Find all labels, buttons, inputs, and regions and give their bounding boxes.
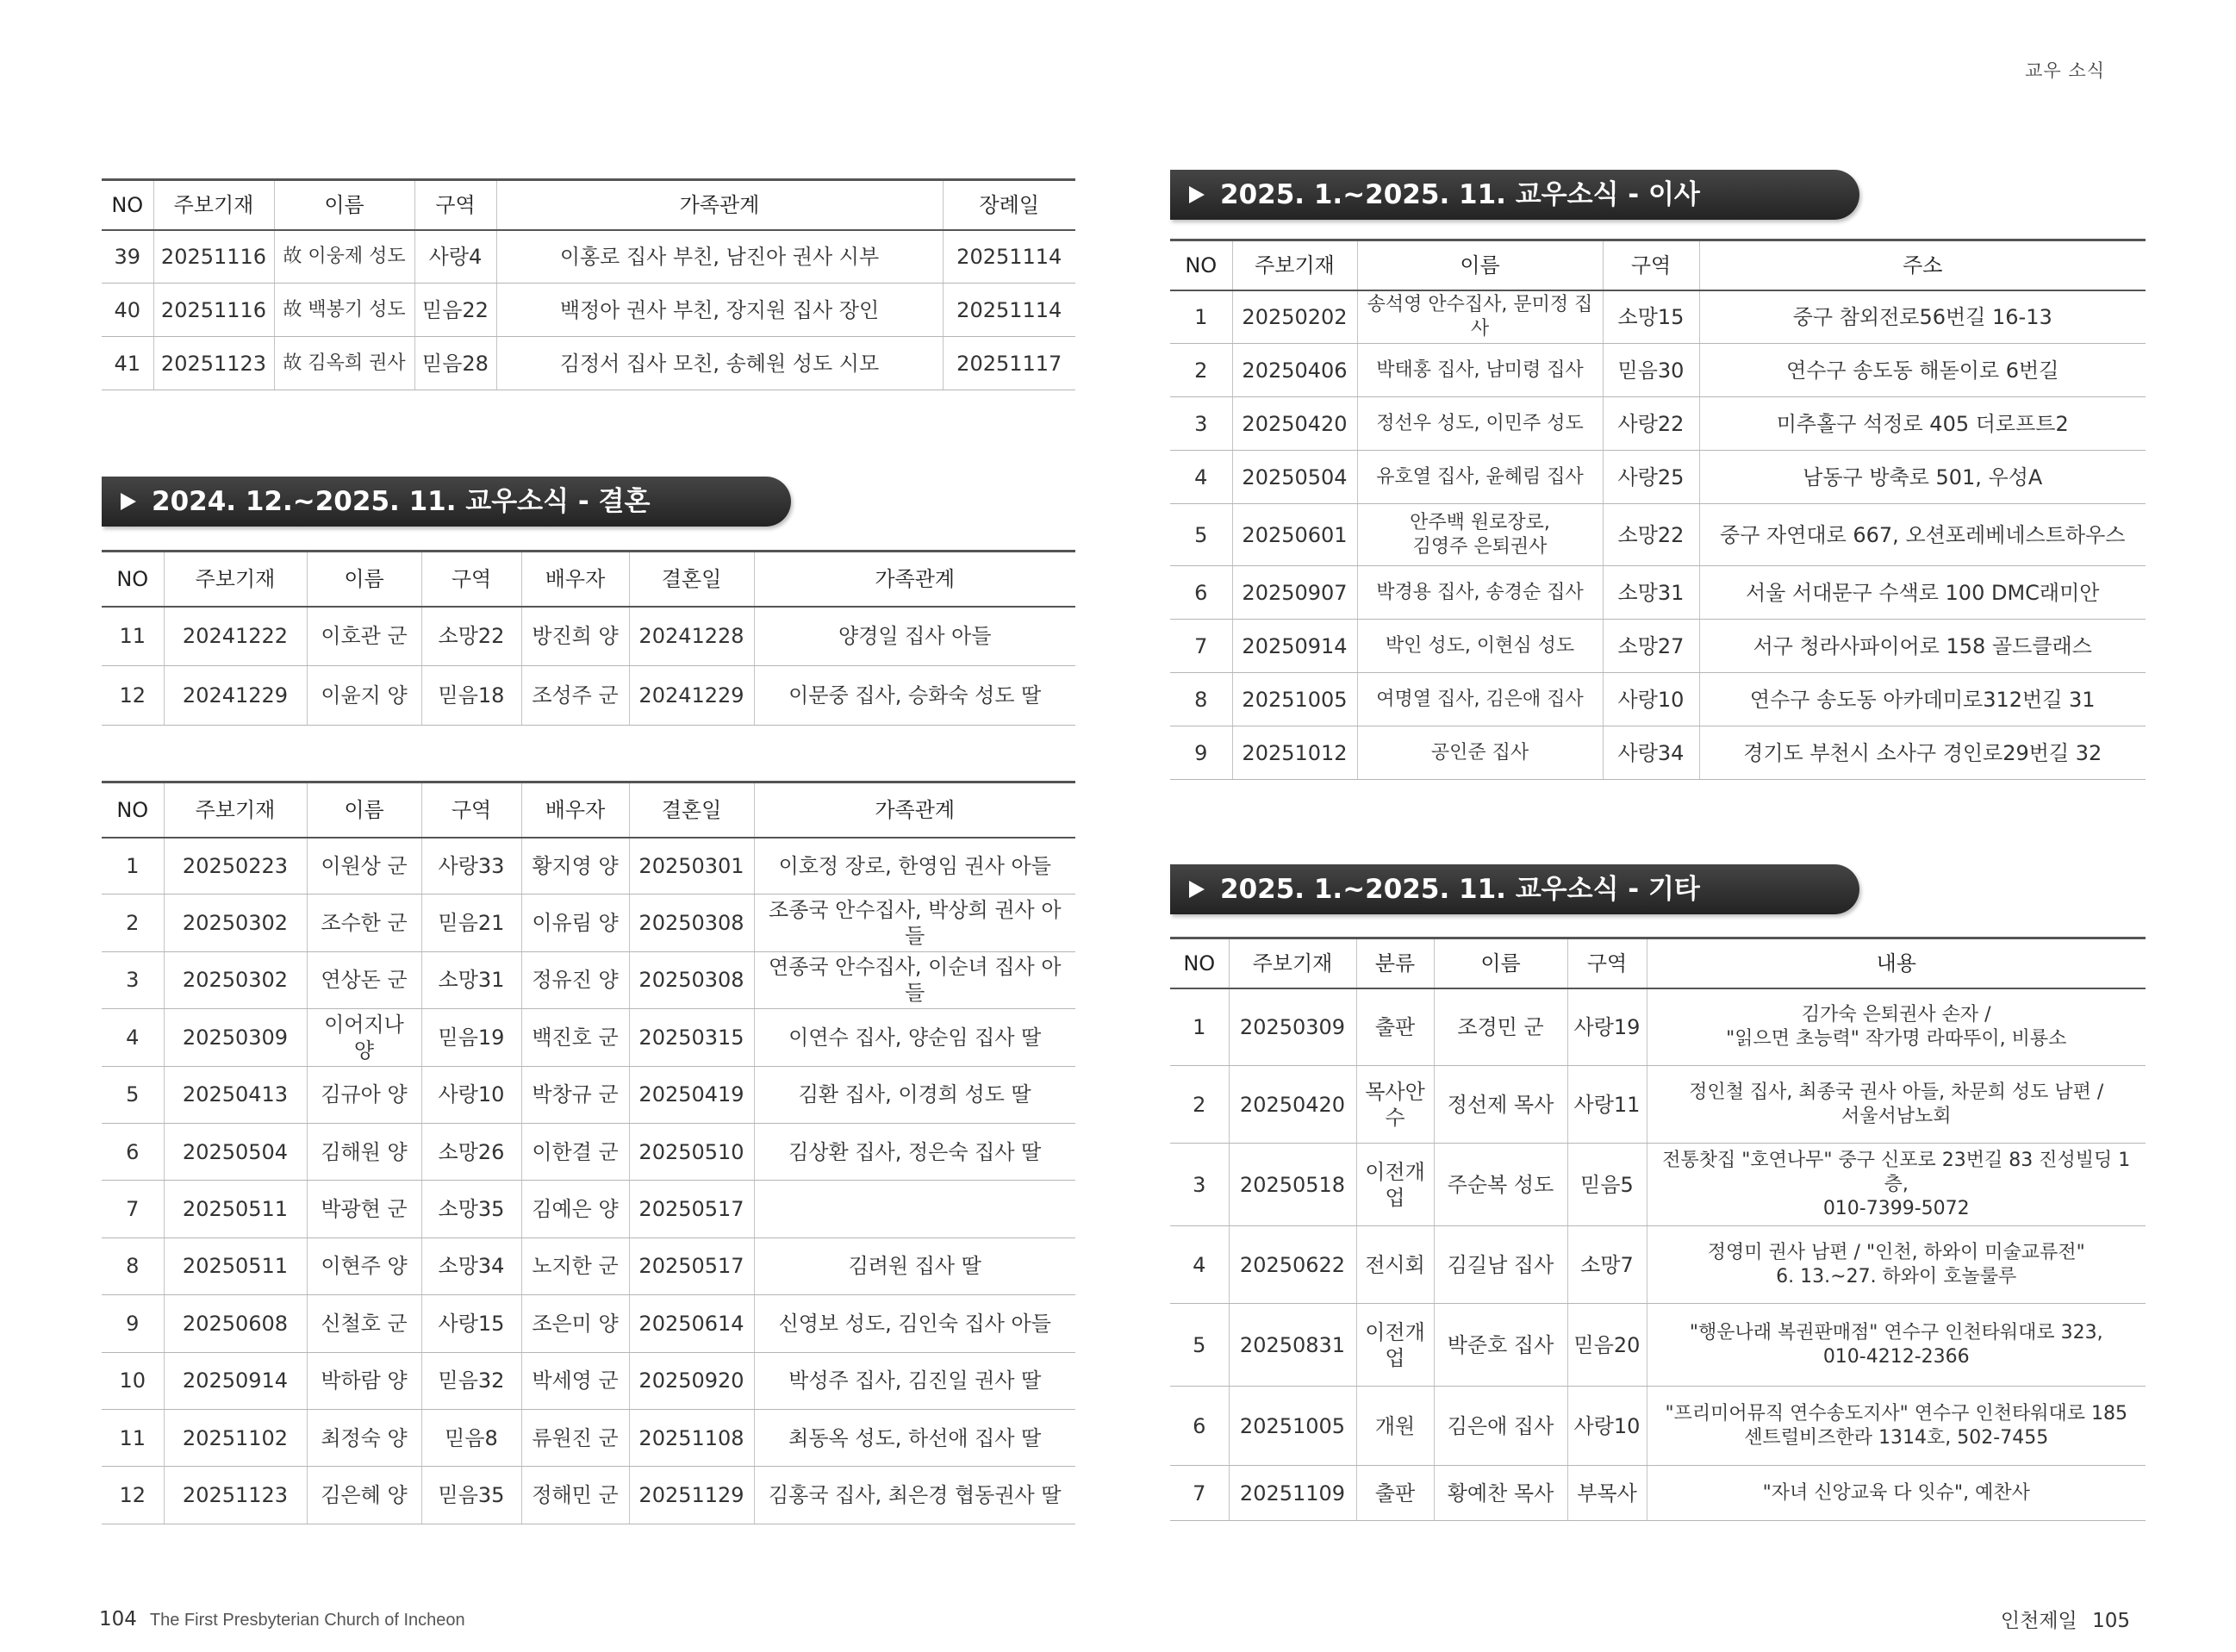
table-cell: 소망22	[421, 607, 521, 666]
page-header-section: 교우 소식	[2025, 60, 2105, 81]
table-cell: 소망26	[421, 1123, 521, 1180]
table-cell: 믿음35	[421, 1467, 521, 1524]
table-cell: 20250309	[164, 1009, 307, 1066]
moving-section-title	[1170, 170, 1859, 220]
table-cell: 20250420	[1232, 397, 1357, 451]
table-cell: 이윤지 양	[307, 666, 421, 726]
table-row	[102, 951, 1075, 1008]
table-row	[102, 607, 1075, 666]
table-cell: 20250406	[1232, 344, 1357, 397]
table-cell: 4	[102, 1009, 164, 1066]
table-row	[102, 1009, 1075, 1066]
table-cell: 39	[102, 230, 153, 284]
table-cell: 6	[1170, 566, 1232, 620]
wedding-title-text: 2024. 12.~2025. 11. 교우소식 - 결혼	[152, 486, 651, 517]
column-header: 가족관계	[754, 782, 1075, 838]
column-header: 이름	[274, 180, 414, 230]
table-cell: 사랑25	[1603, 451, 1699, 504]
table-cell: 12	[102, 1467, 164, 1524]
column-header: NO	[1170, 938, 1229, 988]
table-cell: 이전개업	[1356, 1144, 1434, 1226]
table-cell: 20250914	[1232, 620, 1357, 673]
funeral-table	[102, 178, 1075, 390]
table-cell: 소망31	[1603, 566, 1699, 620]
table-cell: 조경민 군	[1434, 988, 1567, 1066]
table-cell: 남동구 방축로 501, 우성A	[1699, 451, 2146, 504]
table-cell: 개원	[1356, 1387, 1434, 1466]
table-cell: 박광현 군	[307, 1181, 421, 1237]
table-cell: 중구 자연대로 667, 오션포레베네스트하우스	[1699, 504, 2146, 566]
page-number-left: 104	[99, 1608, 137, 1630]
table-cell: 방진희 양	[521, 607, 629, 666]
column-header: 구역	[414, 180, 496, 230]
other-body	[1170, 988, 2146, 1521]
table-cell: 백진호 군	[521, 1009, 629, 1066]
table-cell: 노지한 군	[521, 1237, 629, 1294]
column-header: 이름	[307, 552, 421, 607]
table-cell: 20251123	[164, 1467, 307, 1524]
table-cell: 20250302	[164, 951, 307, 1008]
table-cell: 믿음8	[421, 1409, 521, 1466]
table-row	[1170, 504, 2146, 566]
table-cell: 믿음28	[414, 337, 496, 390]
table-cell: 김가숙 은퇴권사 손자 / "읽으면 초능력" 작가명 라따뚜이, 비룡소	[1647, 988, 2146, 1066]
table-cell: 이한결 군	[521, 1123, 629, 1180]
table-cell: 사랑15	[421, 1295, 521, 1352]
table-row	[1170, 344, 2146, 397]
magazine-name: 인천제일	[2000, 1610, 2077, 1632]
table-cell: 20251116	[153, 230, 274, 284]
table-cell: 연종국 안수집사, 이순녀 집사 아들	[754, 951, 1075, 1008]
table-cell: 2	[1170, 344, 1232, 397]
table-cell: 5	[1170, 504, 1232, 566]
table-cell: 박인 성도, 이현심 성도	[1357, 620, 1603, 673]
table-cell: 9	[102, 1295, 164, 1352]
table-cell: 20251108	[629, 1409, 754, 1466]
table-cell: 3	[1170, 397, 1232, 451]
table-cell: 20250309	[1229, 988, 1356, 1066]
table-cell: 정해민 군	[521, 1467, 629, 1524]
table-cell: 20250517	[629, 1237, 754, 1294]
table-cell: 중구 참외전로56번길 16-13	[1699, 290, 2146, 344]
table-cell: 유호열 집사, 윤혜림 집사	[1357, 451, 1603, 504]
table-cell: 믿음22	[414, 284, 496, 337]
table-cell: 사랑33	[421, 838, 521, 895]
table-cell: 20251117	[943, 337, 1075, 390]
table-cell: 소망34	[421, 1237, 521, 1294]
table-cell: 2	[1170, 1066, 1229, 1144]
table-cell: 소망15	[1603, 290, 1699, 344]
column-header: 결혼일	[629, 782, 754, 838]
table-cell: 20241229	[629, 666, 754, 726]
table-row	[1170, 397, 2146, 451]
column-header: 가족관계	[754, 552, 1075, 607]
table-cell: 믿음21	[421, 895, 521, 951]
table-cell: 11	[102, 1409, 164, 1466]
table-cell: 신철호 군	[307, 1295, 421, 1352]
table-cell	[754, 1181, 1075, 1237]
table-cell: 출판	[1356, 988, 1434, 1066]
table-cell: 1	[1170, 988, 1229, 1066]
table-cell: 20250518	[1229, 1144, 1356, 1226]
table-cell: 20251005	[1232, 673, 1357, 726]
table-cell: 20250223	[164, 838, 307, 895]
column-header: 주소	[1699, 240, 2146, 290]
column-header: 주보기재	[164, 552, 307, 607]
table-cell: 안주백 원로장로, 김영주 은퇴권사	[1357, 504, 1603, 566]
column-header: NO	[1170, 240, 1232, 290]
table-row	[1170, 566, 2146, 620]
table-row	[102, 895, 1075, 951]
table-row	[102, 1295, 1075, 1352]
table-cell: 김해원 양	[307, 1123, 421, 1180]
table-cell: 1	[102, 838, 164, 895]
table-cell: 1	[1170, 290, 1232, 344]
table-cell: 조성주 군	[521, 666, 629, 726]
table-cell: 김려원 집사 딸	[754, 1237, 1075, 1294]
triangle-icon	[1189, 186, 1205, 203]
table-cell: 이유림 양	[521, 895, 629, 951]
column-header: 결혼일	[629, 552, 754, 607]
table-cell: 소망7	[1567, 1226, 1647, 1304]
table-cell: 7	[102, 1181, 164, 1237]
table-row	[102, 1237, 1075, 1294]
table-cell: 연수구 송도동 아카데미로312번길 31	[1699, 673, 2146, 726]
table-cell: 이문중 집사, 승화숙 성도 딸	[754, 666, 1075, 726]
table-cell: 이호정 장로, 한영임 권사 아들	[754, 838, 1075, 895]
table-cell: 김은애 집사	[1434, 1387, 1567, 1466]
table-cell: 출판	[1356, 1466, 1434, 1521]
table-cell: 박성주 집사, 김진일 권사 딸	[754, 1352, 1075, 1409]
table-cell: 7	[1170, 1466, 1229, 1521]
table-row	[102, 337, 1075, 390]
other-title-text: 2025. 1.~2025. 11. 교우소식 - 기타	[1220, 874, 1700, 905]
table-row	[1170, 1304, 2146, 1387]
table-cell: 20250601	[1232, 504, 1357, 566]
table-cell: 4	[1170, 451, 1232, 504]
table-cell: 전시회	[1356, 1226, 1434, 1304]
table-cell: 김은혜 양	[307, 1467, 421, 1524]
wedding1-header-row	[102, 552, 1075, 607]
table-cell: 경기도 부천시 소사구 경인로29번길 32	[1699, 726, 2146, 780]
column-header: 내용	[1647, 938, 2146, 988]
moving-title-text: 2025. 1.~2025. 11. 교우소식 - 이사	[1220, 179, 1700, 210]
table-cell: 박준호 집사	[1434, 1304, 1567, 1387]
table-cell: 6	[1170, 1387, 1229, 1466]
table-cell: 5	[1170, 1304, 1229, 1387]
table-cell: 41	[102, 337, 153, 390]
table-cell: 이호관 군	[307, 607, 421, 666]
column-header: 구역	[1603, 240, 1699, 290]
table-cell: 20250202	[1232, 290, 1357, 344]
other-header-row	[1170, 938, 2146, 988]
table-cell: 20250301	[629, 838, 754, 895]
wedding-table-2024	[102, 550, 1075, 726]
table-cell: 정인철 집사, 최종국 권사 아들, 차문희 성도 남편 / 서울서남노회	[1647, 1066, 2146, 1144]
table-cell: 사랑4	[414, 230, 496, 284]
table-cell: 9	[1170, 726, 1232, 780]
table-row	[102, 1181, 1075, 1237]
column-header: 이름	[307, 782, 421, 838]
table-cell: 사랑19	[1567, 988, 1647, 1066]
table-cell: 이어지나 양	[307, 1009, 421, 1066]
column-header: 분류	[1356, 938, 1434, 988]
column-header: 장례일	[943, 180, 1075, 230]
table-cell: 믿음5	[1567, 1144, 1647, 1226]
table-cell: 20241222	[164, 607, 307, 666]
table-cell: 박창규 군	[521, 1066, 629, 1123]
table-cell: 미추홀구 석정로 405 더로프트2	[1699, 397, 2146, 451]
moving-body	[1170, 290, 2146, 780]
column-header: 배우자	[521, 552, 629, 607]
moving-header-row	[1170, 240, 2146, 290]
table-cell: 20250907	[1232, 566, 1357, 620]
table-cell: 믿음32	[421, 1352, 521, 1409]
table-cell: 신영보 성도, 김인숙 집사 아들	[754, 1295, 1075, 1352]
table-cell: 20250614	[629, 1295, 754, 1352]
table-cell: 20251114	[943, 230, 1075, 284]
table-cell: 사랑22	[1603, 397, 1699, 451]
table-cell: 4	[1170, 1226, 1229, 1304]
table-row	[1170, 1144, 2146, 1226]
table-cell: 서구 청라사파이어로 158 골드클래스	[1699, 620, 2146, 673]
table-cell: 박태홍 집사, 남미령 집사	[1357, 344, 1603, 397]
column-header: NO	[102, 552, 164, 607]
column-header: 구역	[1567, 938, 1647, 988]
column-header: 주보기재	[164, 782, 307, 838]
table-cell: 이홍로 집사 부친, 남진아 권사 시부	[496, 230, 943, 284]
table-row	[1170, 988, 2146, 1066]
table-row	[102, 284, 1075, 337]
table-cell: 김환 집사, 이경희 성도 딸	[754, 1066, 1075, 1123]
table-cell: 박하람 양	[307, 1352, 421, 1409]
moving-table	[1170, 239, 2146, 780]
table-cell: 6	[102, 1123, 164, 1180]
table-cell: 조수한 군	[307, 895, 421, 951]
church-name: The First Presbyterian Church of Incheon	[149, 1611, 465, 1630]
table-cell: 연수구 송도동 해돋이로 6번길	[1699, 344, 2146, 397]
table-cell: 40	[102, 284, 153, 337]
table-cell: 최동옥 성도, 하선애 집사 딸	[754, 1409, 1075, 1466]
table-cell: 20251012	[1232, 726, 1357, 780]
table-cell: 믿음19	[421, 1009, 521, 1066]
table-cell: 정유진 양	[521, 951, 629, 1008]
table-row	[1170, 726, 2146, 780]
table-cell: 사랑34	[1603, 726, 1699, 780]
table-row	[1170, 1466, 2146, 1521]
table-row	[102, 666, 1075, 726]
wedding-section-title	[102, 477, 791, 527]
triangle-icon	[1189, 881, 1205, 898]
wedding2-header-row	[102, 782, 1075, 838]
table-row	[102, 838, 1075, 895]
table-cell: 20250420	[1229, 1066, 1356, 1144]
table-cell: 20250608	[164, 1295, 307, 1352]
table-cell: 20241229	[164, 666, 307, 726]
table-cell: 황지영 양	[521, 838, 629, 895]
table-cell: 20251109	[1229, 1466, 1356, 1521]
table-cell: 20250510	[629, 1123, 754, 1180]
table-cell: 5	[102, 1066, 164, 1123]
funeral-header-row	[102, 180, 1075, 230]
table-cell: 최정숙 양	[307, 1409, 421, 1466]
table-cell: 8	[102, 1237, 164, 1294]
table-cell: 양경일 집사 아들	[754, 607, 1075, 666]
table-cell: 20250419	[629, 1066, 754, 1123]
column-header: 주보기재	[1232, 240, 1357, 290]
table-cell: "프리미어뮤직 연수송도지사" 연수구 인천타워대로 185 센트럴비즈한라 1314호, 502-7455	[1647, 1387, 2146, 1466]
table-cell: 이원상 군	[307, 838, 421, 895]
column-header: 이름	[1434, 938, 1567, 988]
table-cell: 여명열 집사, 김은애 집사	[1357, 673, 1603, 726]
table-cell: 믿음20	[1567, 1304, 1647, 1387]
table-row	[102, 230, 1075, 284]
table-cell: 20250622	[1229, 1226, 1356, 1304]
table-row	[102, 1409, 1075, 1466]
table-row	[1170, 290, 2146, 344]
table-cell: 20251102	[164, 1409, 307, 1466]
table-cell: 故 이웅제 성도	[274, 230, 414, 284]
table-row	[102, 1467, 1075, 1524]
table-cell: 7	[1170, 620, 1232, 673]
table-cell: 20250302	[164, 895, 307, 951]
table-cell: 20251129	[629, 1467, 754, 1524]
table-cell: 류원진 군	[521, 1409, 629, 1466]
table-row	[1170, 1226, 2146, 1304]
table-cell: 백정아 권사 부친, 장지원 집사 장인	[496, 284, 943, 337]
table-cell: 김상환 집사, 정은숙 집사 딸	[754, 1123, 1075, 1180]
table-cell: 사랑10	[1567, 1387, 1647, 1466]
table-cell: 20251005	[1229, 1387, 1356, 1466]
table-cell: 10	[102, 1352, 164, 1409]
table-cell: 믿음18	[421, 666, 521, 726]
table-cell: "자녀 신앙교육 다 잇슈", 예찬사	[1647, 1466, 2146, 1521]
column-header: 이름	[1357, 240, 1603, 290]
table-cell: 김정서 집사 모친, 송혜원 성도 시모	[496, 337, 943, 390]
table-cell: 11	[102, 607, 164, 666]
table-row	[102, 1066, 1075, 1123]
funeral-body	[102, 230, 1075, 390]
other-section-title	[1170, 864, 1859, 914]
table-cell: 20250308	[629, 895, 754, 951]
table-cell: 소망31	[421, 951, 521, 1008]
table-cell: 20250511	[164, 1181, 307, 1237]
table-cell: 송석영 안수집사, 문미정 집사	[1357, 290, 1603, 344]
table-cell: 김길남 집사	[1434, 1226, 1567, 1304]
table-cell: 주순복 성도	[1434, 1144, 1567, 1226]
table-cell: 사랑10	[421, 1066, 521, 1123]
table-cell: 목사안수	[1356, 1066, 1434, 1144]
table-cell: 사랑10	[1603, 673, 1699, 726]
table-cell: 2	[102, 895, 164, 951]
other-table	[1170, 937, 2146, 1521]
column-header: 주보기재	[153, 180, 274, 230]
table-cell: 조은미 양	[521, 1295, 629, 1352]
column-header: 주보기재	[1229, 938, 1356, 988]
table-cell: 3	[102, 951, 164, 1008]
table-row	[1170, 451, 2146, 504]
column-header: NO	[102, 782, 164, 838]
table-row	[1170, 620, 2146, 673]
table-cell: 서울 서대문구 수색로 100 DMC래미안	[1699, 566, 2146, 620]
table-cell: 사랑11	[1567, 1066, 1647, 1144]
table-cell: 8	[1170, 673, 1232, 726]
table-cell: 20250511	[164, 1237, 307, 1294]
table-cell: 소망22	[1603, 504, 1699, 566]
column-header: 구역	[421, 782, 521, 838]
table-cell: 20241228	[629, 607, 754, 666]
table-row	[102, 1352, 1075, 1409]
table-cell: 박세영 군	[521, 1352, 629, 1409]
table-cell: 연상돈 군	[307, 951, 421, 1008]
table-cell: 20250504	[1232, 451, 1357, 504]
table-cell: 정영미 권사 남편 / "인천, 하와이 미술교류전" 6. 13.~27. 하와이 호놀룰루	[1647, 1226, 2146, 1304]
table-cell: 3	[1170, 1144, 1229, 1226]
table-cell: 20250413	[164, 1066, 307, 1123]
table-cell: 공인준 집사	[1357, 726, 1603, 780]
table-row	[102, 1123, 1075, 1180]
table-cell: 전통찻집 "호연나무" 중구 신포로 23번길 83 진성빌딩 1층, 010-7399-5072	[1647, 1144, 2146, 1226]
column-header: 가족관계	[496, 180, 943, 230]
table-cell: 20250831	[1229, 1304, 1356, 1387]
table-cell: 20251114	[943, 284, 1075, 337]
table-cell: 20250308	[629, 951, 754, 1008]
column-header: 구역	[421, 552, 521, 607]
table-cell: 故 김옥희 권사	[274, 337, 414, 390]
table-cell: 이현주 양	[307, 1237, 421, 1294]
footer-right	[2001, 1605, 2130, 1633]
table-cell: 20250315	[629, 1009, 754, 1066]
table-cell: 조종국 안수집사, 박상희 권사 아들	[754, 895, 1075, 951]
table-cell: 20251123	[153, 337, 274, 390]
wedding-table-2025	[102, 781, 1075, 1524]
triangle-icon	[121, 493, 136, 510]
wedding1-body	[102, 607, 1075, 726]
table-cell: 이연수 집사, 양순임 집사 딸	[754, 1009, 1075, 1066]
table-cell: 20251116	[153, 284, 274, 337]
page-number-right: 105	[2092, 1610, 2130, 1632]
table-cell: 김규아 양	[307, 1066, 421, 1123]
column-header: 배우자	[521, 782, 629, 838]
table-cell: 故 백봉기 성도	[274, 284, 414, 337]
table-cell: 20250504	[164, 1123, 307, 1180]
table-row	[1170, 1387, 2146, 1466]
table-cell: 정선우 성도, 이민주 성도	[1357, 397, 1603, 451]
table-cell: "행운나래 복권판매점" 연수구 인천타워대로 323, 010-4212-2366	[1647, 1304, 2146, 1387]
column-header: NO	[102, 180, 153, 230]
table-cell: 정선제 목사	[1434, 1066, 1567, 1144]
table-cell: 소망35	[421, 1181, 521, 1237]
table-cell: 이전개업	[1356, 1304, 1434, 1387]
table-cell: 김홍국 집사, 최은경 협동권사 딸	[754, 1467, 1075, 1524]
table-cell: 12	[102, 666, 164, 726]
table-cell: 20250920	[629, 1352, 754, 1409]
table-cell: 부목사	[1567, 1466, 1647, 1521]
table-row	[1170, 673, 2146, 726]
table-cell: 20250517	[629, 1181, 754, 1237]
table-cell: 박경용 집사, 송경순 집사	[1357, 566, 1603, 620]
table-cell: 20250914	[164, 1352, 307, 1409]
table-cell: 김예은 양	[521, 1181, 629, 1237]
table-cell: 소망27	[1603, 620, 1699, 673]
table-row	[1170, 1066, 2146, 1144]
footer-left	[99, 1608, 465, 1630]
wedding2-body	[102, 838, 1075, 1524]
table-cell: 황예찬 목사	[1434, 1466, 1567, 1521]
table-cell: 믿음30	[1603, 344, 1699, 397]
